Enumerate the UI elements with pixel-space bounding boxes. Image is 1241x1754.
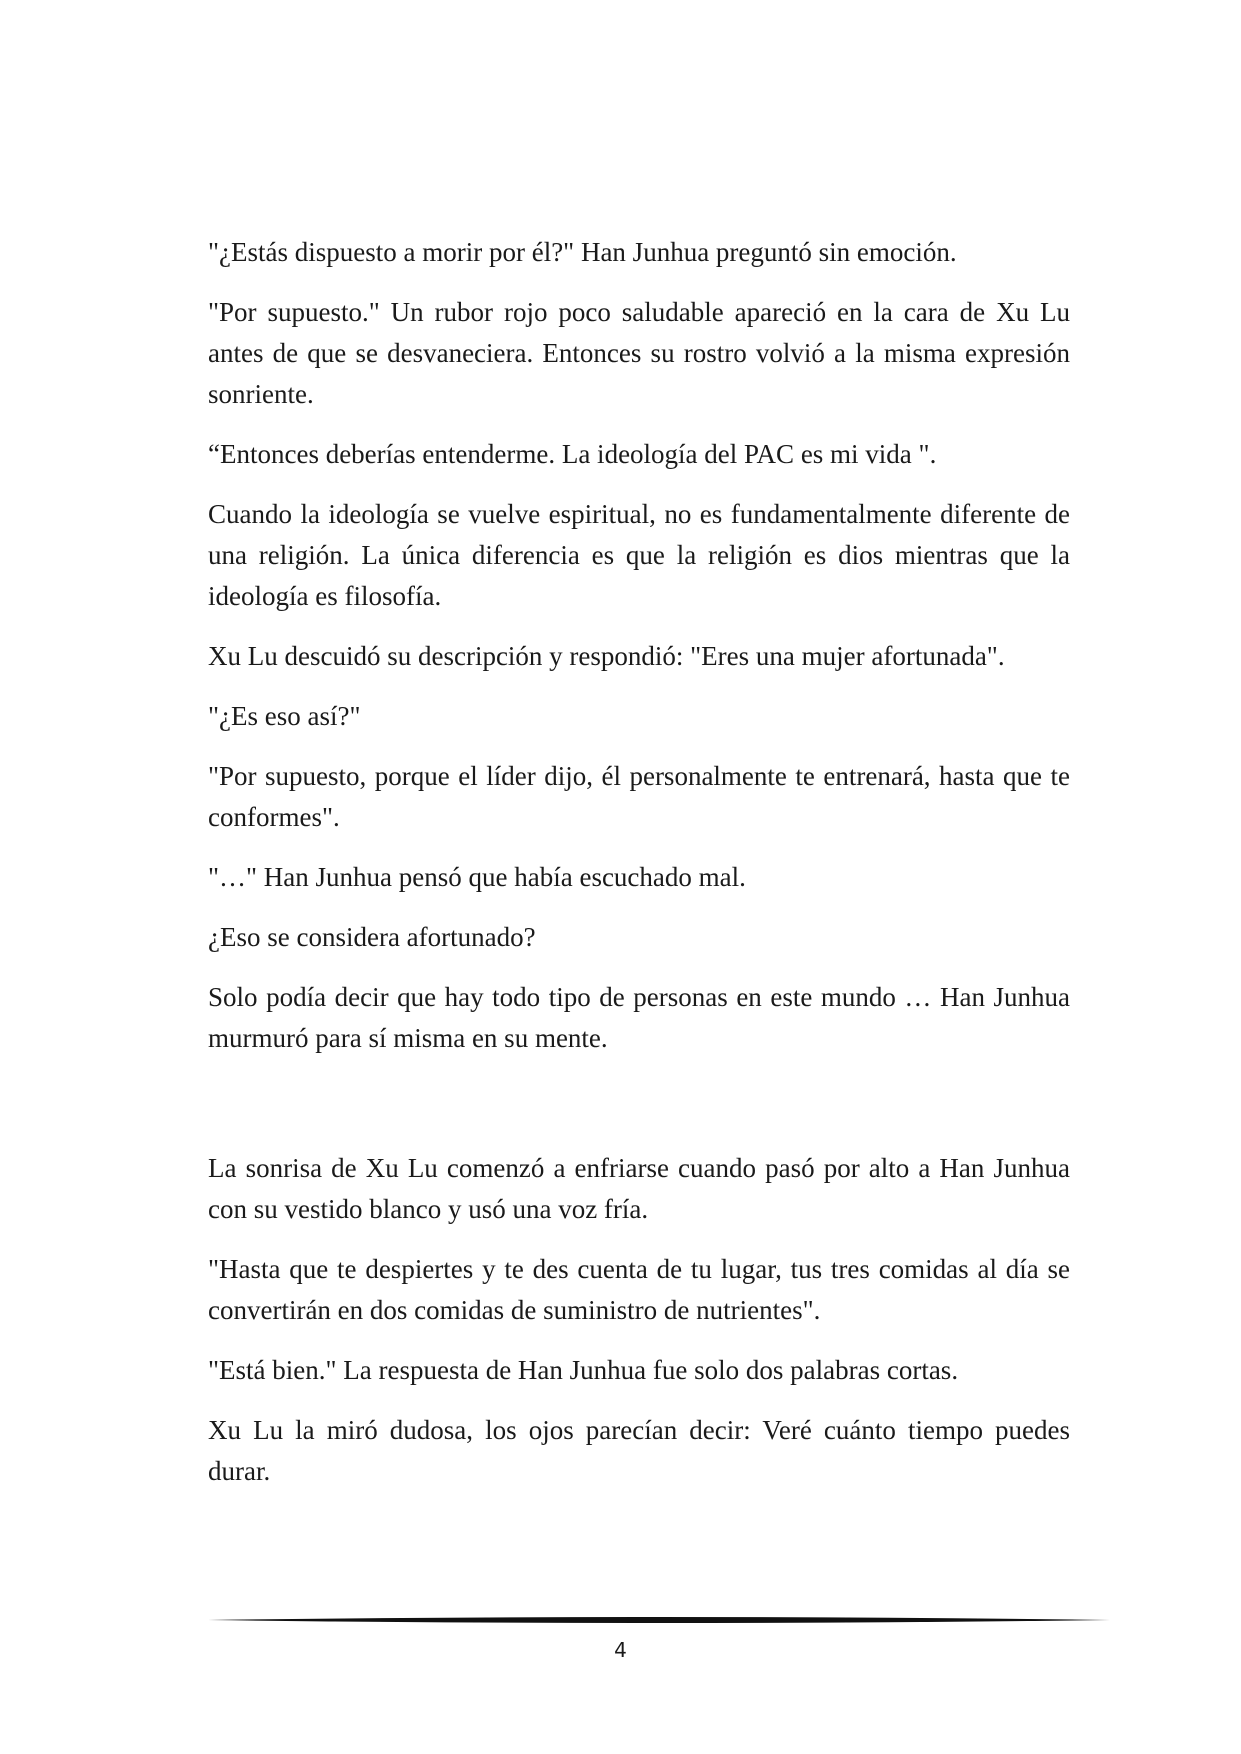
body-text <box>208 232 1070 1511</box>
paragraph: Xu Lu la miró dudosa, los ojos parecían decir: Veré cuánto tiempo puedes durar. <box>208 1415 1070 1486</box>
paragraph: "¿Es eso así?" <box>208 701 361 731</box>
paragraph: La sonrisa de Xu Lu comenzó a enfriarse cuando pasó por alto a Han Junhua con su vestido blanco y usó una voz fría. <box>208 1153 1070 1224</box>
paragraph: "…" Han Junhua pensó que había escuchado mal. <box>208 862 746 892</box>
paragraph: "Hasta que te despiertes y te des cuenta de tu lugar, tus tres comidas al día se convertirán en dos comidas de suministro de nutrientes". <box>208 1254 1070 1325</box>
paragraph: "Por supuesto." Un rubor rojo poco saludable apareció en la cara de Xu Lu antes de que se desvaneciera. Entonces su rostro volvió a la misma expresión sonriente. <box>208 297 1070 409</box>
paragraph: "Por supuesto, porque el líder dijo, él personalmente te entrenará, hasta que te conformes". <box>208 761 1070 832</box>
paragraph: Xu Lu descuidó su descripción y respondió: "Eres una mujer afortunada". <box>208 641 1005 671</box>
paragraph: Solo podía decir que hay todo tipo de personas en este mundo … Han Junhua murmuró para sí misma en su mente. <box>208 982 1070 1053</box>
paragraph: Cuando la ideología se vuelve espiritual, no es fundamentalmente diferente de una religión. La única diferencia es que la religión es dios mientras que la ideología es filosofía. <box>208 499 1070 611</box>
section-break <box>208 1078 1070 1148</box>
footer-divider <box>208 1615 1110 1625</box>
page-number: 4 <box>614 1638 627 1662</box>
paragraph: "¿Estás dispuesto a morir por él?" Han Junhua preguntó sin emoción. <box>208 237 957 267</box>
paragraph: "Está bien." La respuesta de Han Junhua fue solo dos palabras cortas. <box>208 1355 959 1385</box>
paragraph: “Entonces deberías entenderme. La ideología del PAC es mi vida ". <box>208 439 937 469</box>
paragraph: ¿Eso se considera afortunado? <box>208 922 536 952</box>
